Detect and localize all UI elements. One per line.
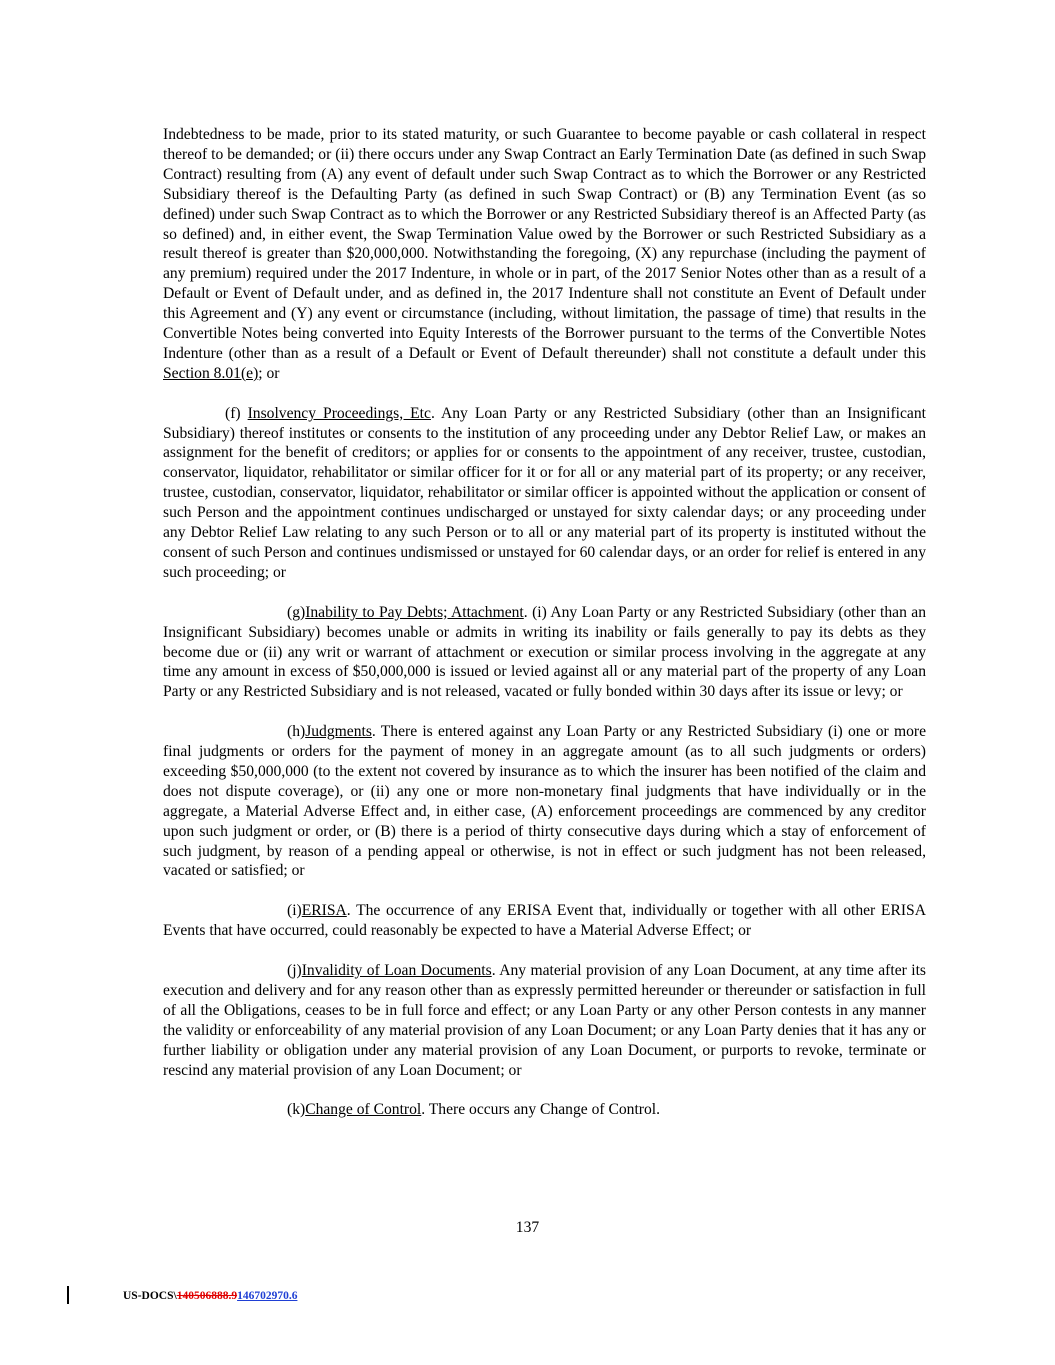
clause-text: . There occurs any Change of Control. bbox=[421, 1101, 661, 1119]
clause-heading: Insolvency Proceedings, Etc bbox=[247, 404, 431, 422]
clause-text: . (i) Any Loan Party or any Restricted Subsidiary (other than an Insignificant Subsidiary) becomes unable or admits in writing its inability or fails generally to pay its debts as they become due or (ii) any writ or warrant of attachment or execution or similar process involving in the aggregate at any time any amount in excess of $50,000,000 is issued or levied against all or any material part of the property of any Loan Party or any Restricted Subsidiary and is not released, vacated or fully bonded within 30 days after its issue or levy; or bbox=[163, 603, 927, 701]
clause-label: (j) bbox=[287, 961, 302, 979]
paragraph-text: ; or bbox=[258, 364, 280, 382]
paragraph-j bbox=[163, 961, 926, 1080]
clause-label: (k) bbox=[287, 1101, 306, 1119]
clause-heading: Invalidity of Loan Documents bbox=[301, 961, 492, 979]
footer-prefix: US-DOCS\ bbox=[123, 1290, 177, 1302]
clause-text: . The occurrence of any ERISA Event that, individually or together with all other ERISA Events that have occurred, could reasonably be expected to have a Material Adverse Effect; or bbox=[163, 902, 926, 940]
clause-label: (f) bbox=[225, 404, 248, 422]
paragraph-k bbox=[163, 1100, 926, 1120]
clause-heading: Judgments bbox=[305, 723, 372, 741]
paragraph-f bbox=[163, 404, 926, 583]
clause-heading: Inability to Pay Debts; Attachment bbox=[305, 603, 524, 621]
page-number: 137 bbox=[515, 1219, 540, 1236]
clause-text: . Any Loan Party or any Restricted Subsidiary (other than an Insignificant Subsidiary) thereof institutes or consents to the institution of any proceeding under any Debtor Relief Law, or makes an assignment for the benefit of creditors; or applies for or consents to the appointment of any receiver, trustee, custodian, conservator, liquidator, rehabilitator or similar officer for it or for all or any material part of its property; or any receiver, trustee, custodian, conservator, liquidator, rehabilitator or similar officer is appointed without the application or consent of such Person and the appointment continues undischarged or unstayed for sixty calendar days; or any proceeding under any Debtor Relief Law relating to any such Person or to all or any material part of its property is instituted without the consent of such Person and continues undismissed or unstayed for 60 calendar days, or an order for relief is entered in any such proceeding; or bbox=[163, 404, 927, 581]
paragraph-text: Indebtedness to be made, prior to its stated maturity, or such Guarantee to become payable or cash collateral in respect thereof to be demanded; or (ii) there occurs under any Swap Contract an Early Termination Date (as defined in such Swap Contract) resulting from (A) any event of default under such Swap Contract as to which the Borrower or any Restricted Subsidiary thereof is the Defaulting Party (as defined in such Swap Contract) or (B) any Termination Event (as so defined) under such Swap Contract as to which the Borrower or any Restricted Subsidiary thereof is an Affected Party (as so defined) and, in either event, the Swap Termination Value owed by the Borrower or such Restricted Subsidiary as a result thereof is greater than $20,000,000. Notwithstanding the foregoing, (X) any repurchase (including the payment of any premium) required under the 2017 Indenture, in whole or in part, of the 2017 Senior Notes other than as a result of a Default or Event of Default under, and as defined in, the 2017 Indenture shall not constitute an Event of Default under this Agreement and (Y) any event or circumstance (including, without limitation, the passage of time) that results in the Convertible Notes being converted into Equity Interests of the Borrower pursuant to the terms of the Convertible Notes Indenture (other than as a result of a Default or Event of Default thereunder) shall not constitute a default under this bbox=[163, 126, 926, 362]
document-body bbox=[163, 125, 926, 1140]
paragraph-g bbox=[163, 603, 926, 703]
paragraph-h bbox=[163, 722, 926, 881]
section-reference-link: Section 8.01(e) bbox=[163, 364, 259, 382]
clause-heading: Change of Control bbox=[305, 1101, 422, 1119]
document-footer-id bbox=[123, 1288, 297, 1304]
clause-heading: ERISA bbox=[301, 902, 347, 920]
footer-inserted-id: 146702970.6 bbox=[237, 1290, 298, 1302]
footer-deleted-id: 140506888.9 bbox=[176, 1290, 238, 1302]
clause-label: (i) bbox=[287, 902, 302, 920]
clause-label: (g) bbox=[287, 603, 306, 621]
revision-change-bar bbox=[67, 1286, 69, 1304]
paragraph-e-continued bbox=[163, 125, 926, 384]
clause-text: . There is entered against any Loan Party or any Restricted Subsidiary (i) one or more final judgments or orders for the payment of money in an aggregate amount (as to all such judgments or orders) exceeding $50,000,000 (to the extent not covered by insurance as to which the insurer has been notified of the claim and does not dispute coverage), or (ii) any one or more non-monetary final judgments that have individually or in the aggregate, a Material Adverse Effect and, in either case, (A) enforcement proceedings are commenced by any creditor upon such judgment or order, or (B) there is a period of thirty consecutive days during which a stay of enforcement of such judgment, by reason of a pending appeal or otherwise, is not in effect or such judgment has not been released, vacated or satisfied; or bbox=[163, 723, 926, 880]
clause-text: . Any material provision of any Loan Document, at any time after its execution and delivery and for any reason other than as expressly permitted hereunder or thereunder or satisfaction in full of all the Obligations, ceases to be in full force and effect; or any Loan Party or any other Person contests in any manner the validity or enforceability of any material provision of any Loan Document; or any Loan Party denies that it has any or further liability or obligation under any material provision of any Loan Document, or purports to revoke, terminate or rescind any material provision of any Loan Document; or bbox=[163, 961, 926, 1079]
paragraph-i bbox=[163, 901, 926, 941]
clause-label: (h) bbox=[287, 723, 306, 741]
